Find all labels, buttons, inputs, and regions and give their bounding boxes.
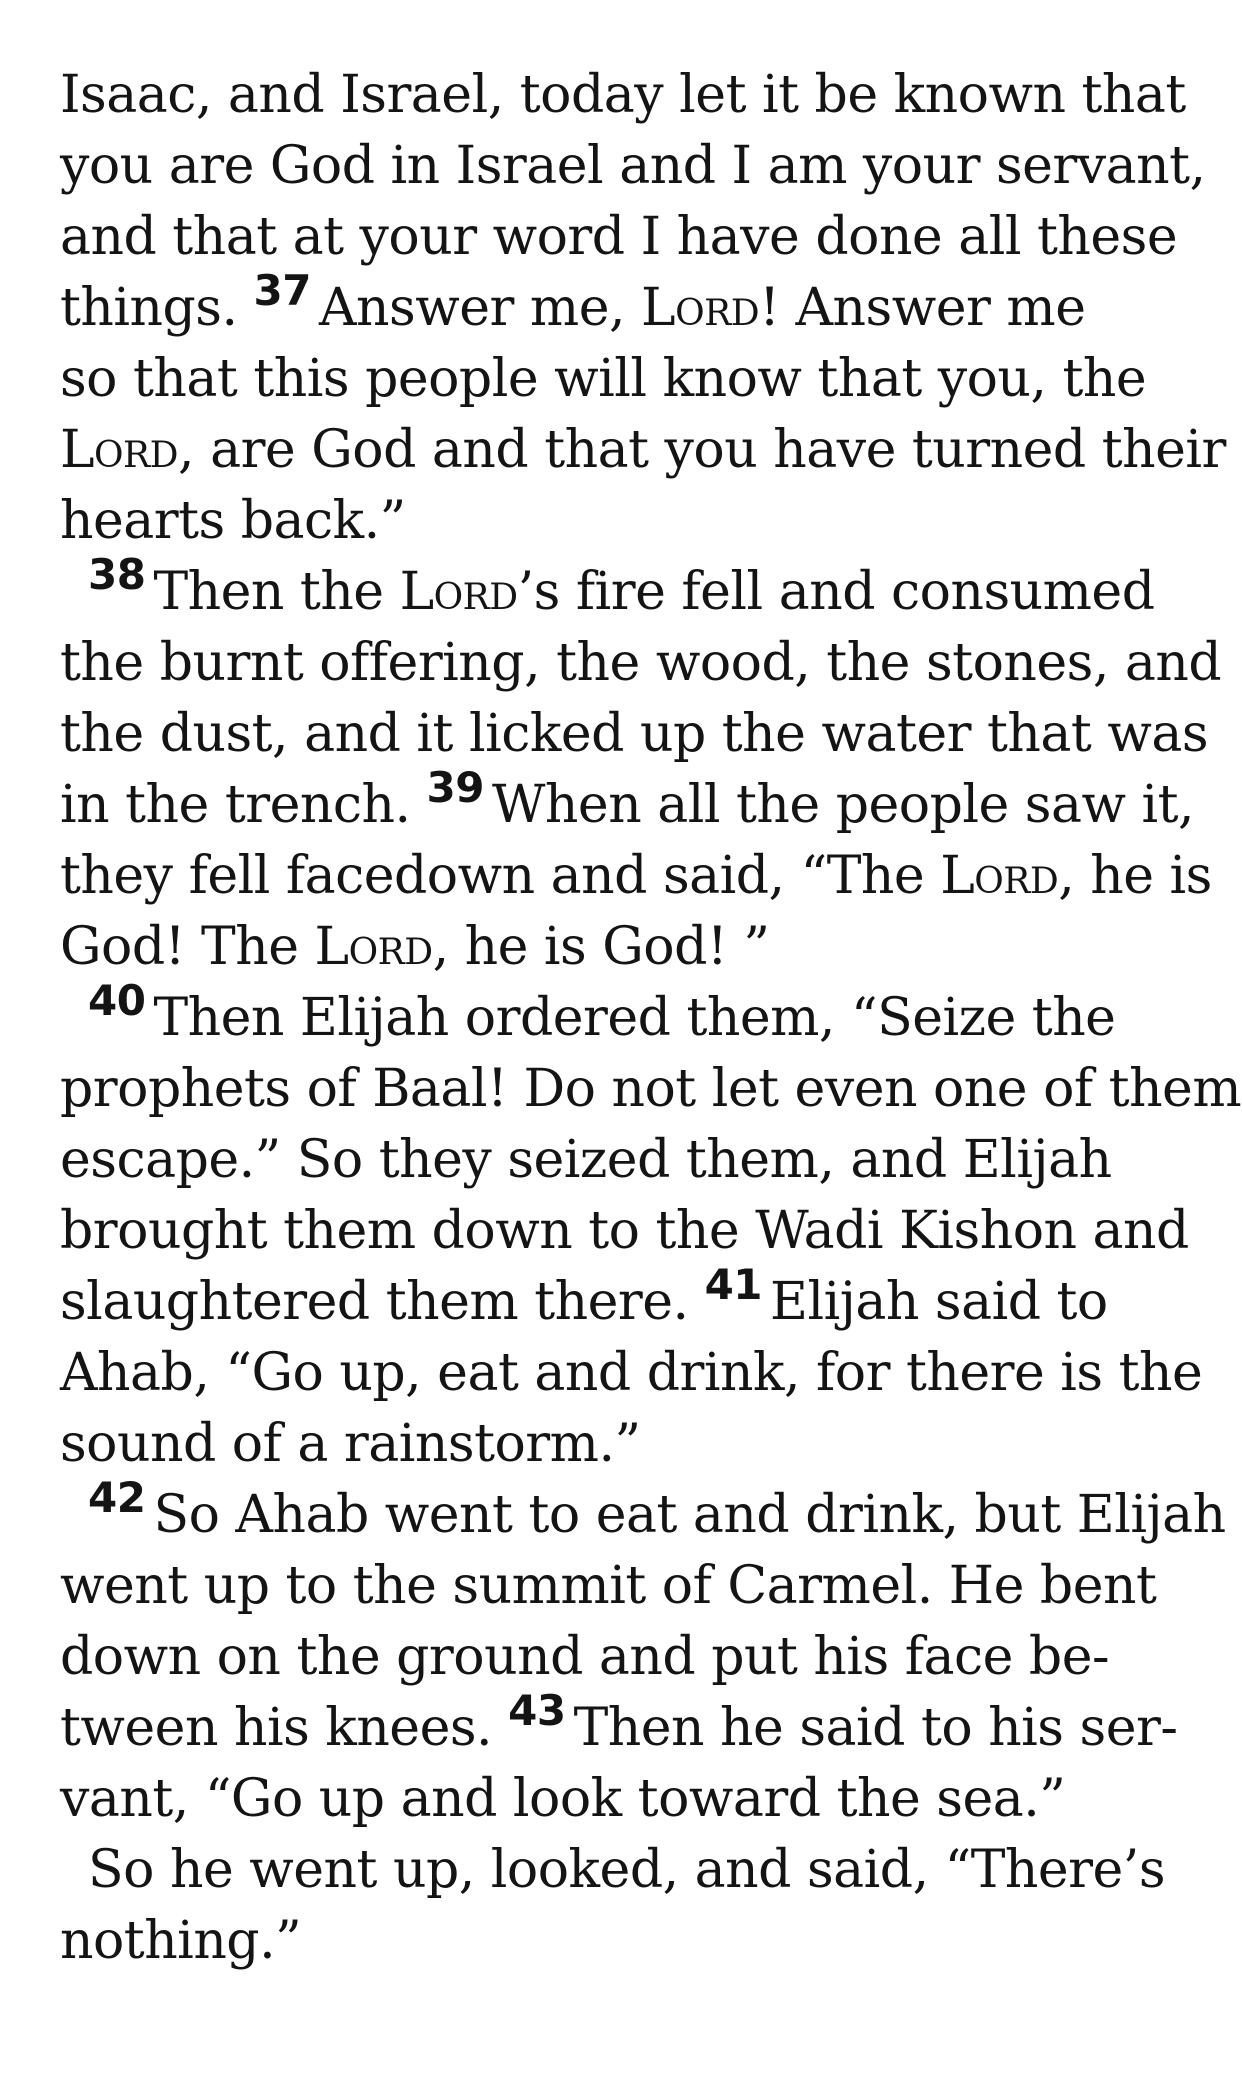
text-line — [60, 841, 1210, 912]
text-line — [60, 1260, 1210, 1338]
text-line — [60, 628, 1222, 699]
text-run: hearts back.” — [60, 491, 406, 551]
text-run: the burnt offering, the wood, the stones, and — [60, 633, 1222, 693]
divine-name: Lord — [314, 917, 433, 977]
text-run: , he is God! ” — [432, 917, 770, 977]
text-run: and that at your word I have done all these — [60, 207, 1178, 267]
text-run: brought them down to the Wadi Kishon and — [60, 1201, 1189, 1261]
text-line — [60, 1196, 1210, 1267]
divine-name: Lord — [399, 562, 518, 622]
text-line — [60, 1054, 1242, 1125]
text-line — [60, 131, 1210, 202]
text-line — [60, 1686, 1210, 1764]
text-line — [60, 344, 1210, 415]
text-run: so that this people will know that you, the — [60, 349, 1147, 409]
text-line — [60, 60, 1210, 131]
text-run: ’s fire fell and consumed — [517, 562, 1155, 622]
verse-number: 42 — [88, 1473, 146, 1522]
text-run: sound of a rainstorm.” — [60, 1414, 641, 1474]
verse-number: 43 — [508, 1686, 566, 1735]
text-line — [60, 1409, 1210, 1480]
text-line — [60, 1473, 1226, 1551]
text-line — [60, 1551, 1210, 1622]
text-run: they fell facedown and said, “The — [60, 846, 941, 906]
text-run: tween his knees. — [60, 1698, 509, 1758]
text-run: vant, “Go up and look toward the sea.” — [60, 1769, 1066, 1829]
text-run: ! Answer me — [759, 278, 1086, 338]
text-line — [60, 486, 1210, 557]
verse-number: 40 — [88, 976, 146, 1025]
text-run: Then the — [153, 562, 400, 622]
text-line — [60, 202, 1210, 273]
text-run: When all the people saw it, — [491, 775, 1195, 835]
text-run: things. — [60, 278, 254, 338]
text-run: Elijah said to — [770, 1272, 1108, 1332]
text-run: nothing.” — [60, 1911, 302, 1971]
text-run: you are God in Israel and I am your servant, — [60, 136, 1206, 196]
text-run: the dust, and it licked up the water that was — [60, 704, 1209, 764]
text-run: in the trench. — [60, 775, 427, 835]
text-run: Then he said to his ser- — [573, 1698, 1178, 1758]
scripture-text — [60, 60, 1242, 1977]
verse-number: 41 — [704, 1260, 763, 1309]
divine-name: Lord — [940, 846, 1059, 906]
text-run: Then Elijah ordered them, “Seize the — [153, 988, 1116, 1048]
text-run: Isaac, and Israel, today let it be known that — [60, 65, 1186, 125]
text-run: went up to the summit of Carmel. He bent — [60, 1556, 1157, 1616]
text-line — [60, 415, 1226, 486]
text-line — [60, 1764, 1210, 1835]
text-run: down on the ground and put his face be- — [60, 1627, 1110, 1687]
text-run: God! The — [60, 917, 315, 977]
text-line — [60, 1338, 1210, 1409]
divine-name: Lord — [641, 278, 760, 338]
text-line — [60, 763, 1210, 841]
text-run: So Ahab went to eat and drink, but Elijah — [153, 1485, 1226, 1545]
text-line — [60, 912, 1210, 983]
divine-name: Lord — [60, 420, 179, 480]
text-run: prophets of Baal! Do not let even one of them — [60, 1059, 1242, 1119]
text-run: So he went up, looked, and said, “There’s — [88, 1840, 1166, 1900]
text-line — [60, 266, 1210, 344]
text-line — [60, 976, 1210, 1054]
text-line — [60, 1622, 1210, 1693]
text-line — [60, 550, 1210, 628]
verse-number: 37 — [253, 266, 311, 315]
verse-number: 38 — [88, 550, 146, 599]
text-run: Ahab, “Go up, eat and drink, for there is the — [60, 1343, 1203, 1403]
text-run: slaughtered them there. — [60, 1272, 705, 1332]
text-run: Answer me, — [319, 278, 642, 338]
text-run: , he is — [1058, 846, 1212, 906]
text-run: escape.” So they seized them, and Elijah — [60, 1130, 1112, 1190]
text-line — [60, 1835, 1210, 1906]
text-run: , are God and that you have turned their — [178, 420, 1226, 480]
verse-number: 39 — [426, 763, 484, 812]
text-line — [60, 699, 1210, 770]
text-line — [60, 1906, 1210, 1977]
text-line — [60, 1125, 1210, 1196]
